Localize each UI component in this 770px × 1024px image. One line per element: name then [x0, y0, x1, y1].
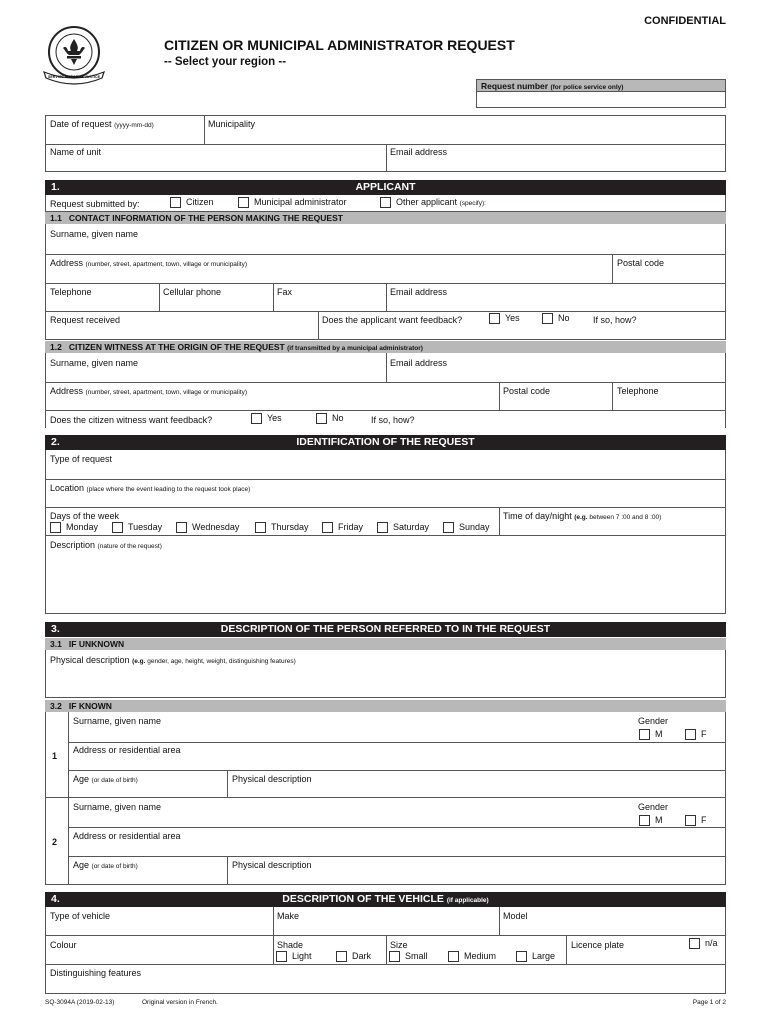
physical-unknown-label: Physical description: [50, 655, 130, 665]
municipality-field[interactable]: Municipality: [208, 119, 256, 129]
applicant-address-label: Address: [50, 258, 84, 268]
citizen-label: Citizen: [186, 197, 214, 207]
applicant-no-checkbox[interactable]: [542, 313, 553, 324]
original-version-note: Original version in French.: [142, 999, 218, 1006]
monday-label: Monday: [66, 522, 99, 532]
person-2-age-note: (or date of birth): [91, 863, 138, 870]
witness-surname-field[interactable]: Surname, given name: [50, 358, 139, 368]
request-type-row: [45, 450, 726, 480]
citizen-option[interactable]: [170, 197, 214, 208]
witness-feedback-no[interactable]: [316, 413, 344, 424]
municipal-admin-label: Municipal administrator: [254, 197, 347, 207]
location-field[interactable]: [45, 480, 255, 496]
request-number-label: Request number: [481, 81, 549, 91]
subsection-1-2-number: 1.2: [50, 342, 62, 352]
date-label: Date of request: [50, 119, 112, 129]
request-number-note: (for police service only): [550, 84, 624, 91]
subsection-3-2-title: IF KNOWN: [68, 701, 112, 711]
vehicle-shade-label: Shade: [277, 940, 304, 950]
applicant-postal-field[interactable]: Postal code: [617, 258, 665, 268]
municipal-admin-checkbox[interactable]: [238, 197, 249, 208]
witness-telephone-field[interactable]: Telephone: [617, 386, 659, 396]
applicant-cellular-field[interactable]: Cellular phone: [163, 287, 222, 297]
other-applicant-note: (specify):: [459, 200, 486, 207]
applicant-feedback-question: Does the applicant want feedback?: [322, 315, 463, 325]
sunday-checkbox[interactable]: [443, 522, 454, 533]
weekday-thursday[interactable]: [255, 522, 309, 533]
section-1-number: 1.: [51, 181, 60, 193]
section-4-bar: [45, 892, 726, 907]
description-field[interactable]: [45, 537, 167, 553]
time-note-eg: (e.g.: [574, 514, 588, 521]
section-1-title: APPLICANT: [355, 181, 416, 193]
witness-feedback-question: Does the citizen witness want feedback?: [50, 415, 213, 425]
weekday-tuesday[interactable]: [112, 522, 162, 533]
top-email-field[interactable]: Email address: [390, 147, 448, 157]
large-label: Large: [532, 951, 556, 961]
subsection-1-2-note: (if transmitted by a municipal administrator): [287, 345, 423, 352]
request-number-header: [476, 79, 726, 92]
unit-field[interactable]: Name of unit: [50, 147, 102, 157]
person-2-number: 2: [52, 837, 58, 847]
person-1-surname-field[interactable]: Surname, given name: [73, 716, 162, 726]
saturday-checkbox[interactable]: [377, 522, 388, 533]
applicant-ifso-field[interactable]: If so, how?: [593, 315, 637, 325]
vehicle-make-field[interactable]: Make: [277, 911, 300, 921]
thursday-checkbox[interactable]: [255, 522, 266, 533]
witness-no-checkbox[interactable]: [316, 413, 327, 424]
page-number: Page 1 of 2: [692, 999, 726, 1006]
weekday-friday[interactable]: [322, 522, 363, 533]
police-logo: [38, 22, 110, 90]
small-label: Small: [405, 951, 428, 961]
person-1-f-checkbox[interactable]: [685, 729, 696, 740]
applicant-fax-field[interactable]: Fax: [277, 287, 293, 297]
description-label: Description: [50, 540, 96, 550]
na-label: n/a: [705, 938, 718, 948]
submitted-by-label: Request submitted by:: [50, 199, 140, 209]
subsection-3-2-number: 3.2: [50, 701, 62, 711]
section-3-title: DESCRIPTION OF THE PERSON REFERRED TO IN THE REQUEST: [220, 623, 551, 635]
shade-dark[interactable]: [336, 951, 371, 962]
saturday-label: Saturday: [393, 522, 430, 532]
date-field[interactable]: [45, 116, 159, 132]
section-3-bar: [45, 622, 726, 637]
person-2-m-checkbox[interactable]: [639, 815, 650, 826]
applicant-feedback-yes[interactable]: [489, 313, 520, 324]
witness-address-label: Address: [50, 386, 84, 396]
person-1-f-label: F: [701, 729, 707, 739]
friday-label: Friday: [338, 522, 364, 532]
other-applicant-label: Other applicant: [396, 197, 458, 207]
form-code: SQ-3094A (2019-02-13): [45, 999, 115, 1006]
witness-address-field[interactable]: [45, 383, 252, 399]
time-note: between 7 :00 and 8 :00): [589, 514, 662, 521]
wednesday-label: Wednesday: [192, 522, 240, 532]
witness-email-field[interactable]: Email address: [390, 358, 448, 368]
request-type-field[interactable]: Type of request: [50, 454, 113, 464]
person-2-age-label: Age: [73, 860, 90, 870]
applicant-yes-label: Yes: [505, 313, 520, 323]
person-2-gender-m[interactable]: [639, 815, 663, 826]
witness-yes-label: Yes: [267, 413, 282, 423]
wednesday-checkbox[interactable]: [176, 522, 187, 533]
subsection-3-2: [45, 700, 726, 712]
request-received-field[interactable]: Request received: [50, 315, 121, 325]
tuesday-checkbox[interactable]: [112, 522, 123, 533]
medium-checkbox[interactable]: [448, 951, 459, 962]
physical-note-eg: (e.g.: [132, 658, 146, 665]
subsection-1-1-number: 1.1: [50, 213, 62, 223]
section-1-bar: [45, 180, 726, 195]
tuesday-label: Tuesday: [128, 522, 163, 532]
friday-checkbox[interactable]: [322, 522, 333, 533]
logo-motto: SERVICE INTÉGRITÉ JUSTICE: [48, 75, 101, 79]
witness-address-note: (number, street, apartment, town, village or municipality): [85, 389, 248, 396]
applicant-email-field[interactable]: Email address: [390, 287, 448, 297]
location-note: (place where the event leading to the request took place): [86, 486, 251, 493]
region-select[interactable]: -- Select your region --: [164, 56, 287, 68]
person-2-m-label: M: [655, 815, 663, 825]
applicant-feedback-no[interactable]: [542, 313, 570, 324]
witness-ifso-field[interactable]: If so, how?: [371, 415, 415, 425]
applicant-telephone-field[interactable]: Telephone: [50, 287, 92, 297]
subsection-3-1-title: IF UNKNOWN: [68, 639, 125, 649]
person-1-age-field[interactable]: [68, 771, 143, 787]
person-1-age-label: Age: [73, 774, 90, 784]
size-small[interactable]: [389, 951, 428, 962]
subsection-1-2: [45, 341, 726, 353]
person-2-surname-field[interactable]: Surname, given name: [73, 802, 162, 812]
shade-light[interactable]: [276, 951, 312, 962]
vehicle-type-field[interactable]: Type of vehicle: [50, 911, 111, 921]
applicant-yes-checkbox[interactable]: [489, 313, 500, 324]
person-1-age-note: (or date of birth): [91, 777, 138, 784]
person-2-gender-f[interactable]: [685, 815, 707, 826]
municipal-admin-option[interactable]: [238, 197, 347, 208]
section-4-number: 4.: [51, 893, 60, 905]
weekday-monday[interactable]: [50, 522, 98, 533]
vehicle-size-label: Size: [390, 940, 408, 950]
distinguishing-features-field[interactable]: Distinguishing features: [50, 968, 142, 978]
witness-no-label: No: [332, 413, 344, 423]
form-title: CITIZEN OR MUNICIPAL ADMINISTRATOR REQUEST: [164, 37, 515, 53]
weekday-saturday[interactable]: [377, 522, 429, 533]
person-2-address-field[interactable]: Address or residential area: [73, 831, 181, 841]
licence-plate-field[interactable]: Licence plate: [571, 940, 625, 950]
confidential-label: CONFIDENTIAL: [644, 15, 726, 27]
person-2-physical-field[interactable]: Physical description: [232, 860, 312, 870]
vehicle-model-field[interactable]: Model: [503, 911, 528, 921]
section-2-number: 2.: [51, 436, 60, 448]
other-applicant-checkbox[interactable]: [380, 197, 391, 208]
section-4-title: DESCRIPTION OF THE VEHICLE: [282, 893, 444, 905]
person-1-address-field[interactable]: Address or residential area: [73, 745, 181, 755]
person-1-gender-f[interactable]: [685, 729, 707, 740]
logo-text: [58, 46, 90, 61]
section-2-title: IDENTIFICATION OF THE REQUEST: [296, 436, 475, 448]
vehicle-colour-field[interactable]: Colour: [50, 940, 77, 950]
citizen-checkbox[interactable]: [170, 197, 181, 208]
witness-yes-checkbox[interactable]: [251, 413, 262, 424]
person-2-gender-label: Gender: [638, 802, 669, 812]
applicant-no-label: No: [558, 313, 570, 323]
dark-label: Dark: [352, 951, 372, 961]
sunday-label: Sunday: [459, 522, 490, 532]
features-row: [45, 965, 726, 994]
subsection-1-1: [45, 212, 726, 224]
person-2-f-checkbox[interactable]: [685, 815, 696, 826]
witness-feedback-yes[interactable]: [251, 413, 282, 424]
person-1-number: 1: [52, 751, 58, 761]
subsection-3-1-number: 3.1: [50, 639, 62, 649]
person-2-age-field[interactable]: [68, 857, 143, 873]
vehicle-type-row: [45, 907, 726, 936]
monday-checkbox[interactable]: [50, 522, 61, 533]
person-1-gender-label: Gender: [638, 716, 669, 726]
physical-unknown-field[interactable]: [45, 652, 301, 668]
plate-na-option[interactable]: [689, 938, 718, 949]
applicant-address-field[interactable]: [45, 255, 252, 271]
subsection-1-2-title: CITIZEN WITNESS AT THE ORIGIN OF THE REQUEST: [68, 342, 285, 352]
thursday-label: Thursday: [271, 522, 309, 532]
other-applicant-option[interactable]: [380, 197, 486, 208]
light-label: Light: [292, 951, 312, 961]
size-large[interactable]: [516, 951, 555, 962]
subsection-1-1-title: CONTACT INFORMATION OF THE PERSON MAKING THE REQUEST: [68, 213, 343, 223]
section-2-bar: [45, 435, 726, 450]
person-1-physical-field[interactable]: Physical description: [232, 774, 312, 784]
date-note: (yyyy-mm-dd): [114, 122, 154, 129]
medium-label: Medium: [464, 951, 497, 961]
person-2-f-label: F: [701, 815, 707, 825]
description-note: (nature of the request): [97, 543, 162, 550]
na-checkbox[interactable]: [689, 938, 700, 949]
person-1-m-checkbox[interactable]: [639, 729, 650, 740]
days-label: Days of the week: [50, 511, 120, 521]
physical-note: gender, age, height, weight, distinguishing features): [147, 658, 296, 665]
location-label: Location: [50, 483, 85, 493]
size-medium[interactable]: [448, 951, 496, 962]
request-number-field[interactable]: [476, 92, 726, 108]
weekday-wednesday[interactable]: [176, 522, 239, 533]
light-checkbox[interactable]: [276, 951, 287, 962]
applicant-name-row: [45, 224, 726, 255]
applicant-surname-field[interactable]: Surname, given name: [50, 229, 139, 239]
section-3-number: 3.: [51, 623, 60, 635]
weekday-sunday[interactable]: [443, 522, 490, 533]
witness-postal-field[interactable]: Postal code: [503, 386, 551, 396]
dark-checkbox[interactable]: [336, 951, 347, 962]
applicant-address-note: (number, street, apartment, town, village or municipality): [85, 261, 248, 268]
section-4-note: (if applicable): [446, 897, 489, 904]
small-checkbox[interactable]: [389, 951, 400, 962]
time-label: Time of day/night: [503, 511, 572, 521]
time-field[interactable]: [498, 508, 666, 524]
person-1-m-label: M: [655, 729, 663, 739]
person-1-gender-m[interactable]: [639, 729, 663, 740]
large-checkbox[interactable]: [516, 951, 527, 962]
subsection-3-1: [45, 638, 726, 650]
